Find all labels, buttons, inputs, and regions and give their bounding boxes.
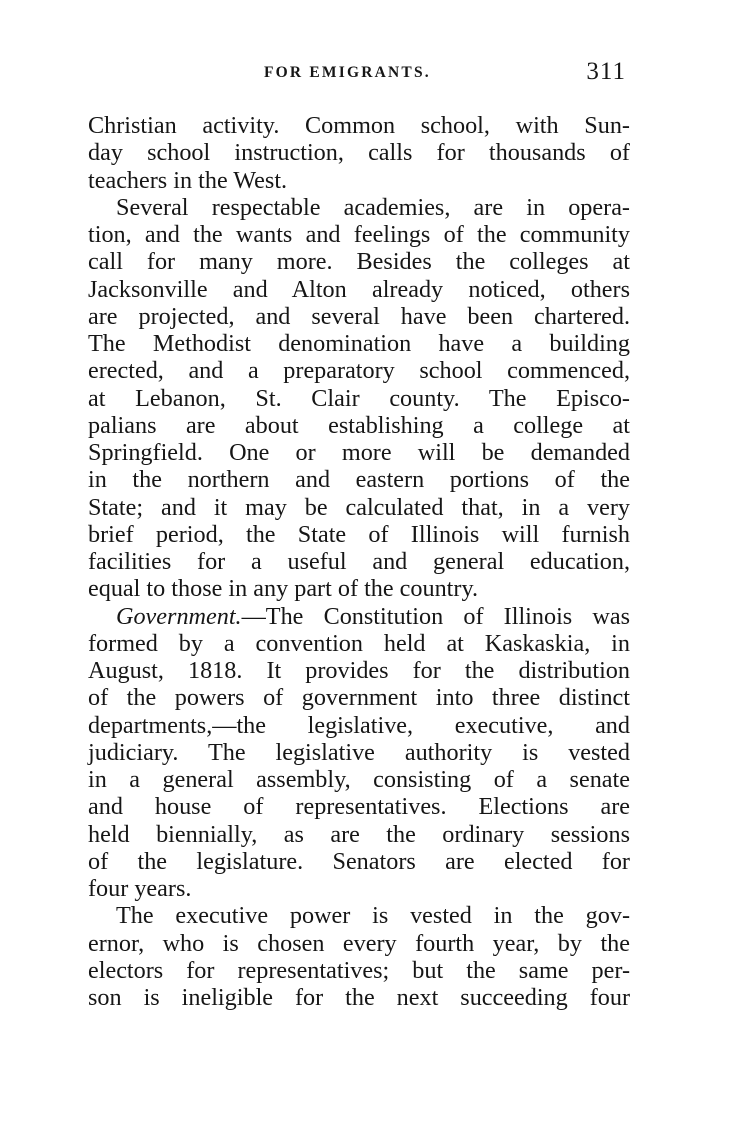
paragraph-government	[88, 603, 630, 903]
text-line: brief period, the State of Illinois will furnish	[88, 520, 630, 548]
text-line: teachers in the West.	[88, 166, 288, 194]
text-line: August, 1818. It provides for the distribution	[88, 657, 630, 684]
text-line-rest: —The Constitution of Illinois was	[241, 602, 630, 630]
text-line: at Lebanon, St. Clair county. The Episco-	[88, 384, 630, 412]
text-line: day school instruction, calls for thousands of	[88, 139, 630, 167]
text-line: palians are about establishing a college at	[88, 411, 630, 439]
text-line: Several respectable academies, are in opera-	[116, 193, 630, 221]
text-line: The executive power is vested in the gov-	[116, 902, 630, 930]
text-line: tion, and the wants and feelings of the community	[88, 221, 630, 248]
text-line: Springfield. One or more will be demanded	[88, 439, 630, 466]
text-line: judiciary. The legislative authority is vested	[88, 738, 630, 766]
page-header	[88, 60, 630, 90]
page-number: 311	[586, 58, 626, 85]
text-line: State; and it may be calculated that, in a very	[88, 493, 630, 521]
text-line	[88, 603, 630, 630]
text-line: equal to those in any part of the country.	[88, 575, 479, 603]
text-line: formed by a convention held at Kaskaskia, in	[88, 629, 630, 657]
text-line: held biennially, as are the ordinary sessions	[88, 820, 630, 848]
text-line: electors for representatives; but the same per-	[88, 956, 630, 984]
text-line: in the northern and eastern portions of the	[88, 466, 630, 494]
paragraph-2	[88, 194, 630, 603]
text-line: call for many more. Besides the colleges at	[88, 248, 630, 276]
text-line: of the powers of government into three distinct	[88, 684, 630, 712]
running-head: FOR EMIGRANTS.	[264, 64, 431, 81]
text-line: four years.	[88, 875, 192, 902]
text-line: departments,—the legislative, executive, and	[88, 711, 630, 739]
text-line: erected, and a preparatory school commenced,	[88, 357, 630, 385]
text-line: and house of representatives. Elections are	[88, 793, 630, 821]
text-line: ernor, who is chosen every fourth year, by the	[88, 929, 630, 957]
paragraph-1	[88, 112, 630, 194]
text-line: in a general assembly, consisting of a senate	[88, 766, 630, 793]
text-line: Christian activity. Common school, with Sun-	[88, 112, 630, 139]
text-line: The Methodist denomination have a building	[88, 330, 630, 357]
section-heading: Government.	[116, 602, 242, 630]
text-line: of the legislature. Senators are elected for	[88, 847, 630, 875]
body-text	[88, 112, 630, 1011]
paragraph-4	[88, 902, 630, 1011]
text-line: Jacksonville and Alton already noticed, others	[88, 275, 630, 303]
text-line: are projected, and several have been chartered.	[88, 302, 630, 330]
text-line: facilities for a useful and general education,	[88, 548, 630, 575]
text-line: son is ineligible for the next succeeding four	[88, 984, 630, 1011]
